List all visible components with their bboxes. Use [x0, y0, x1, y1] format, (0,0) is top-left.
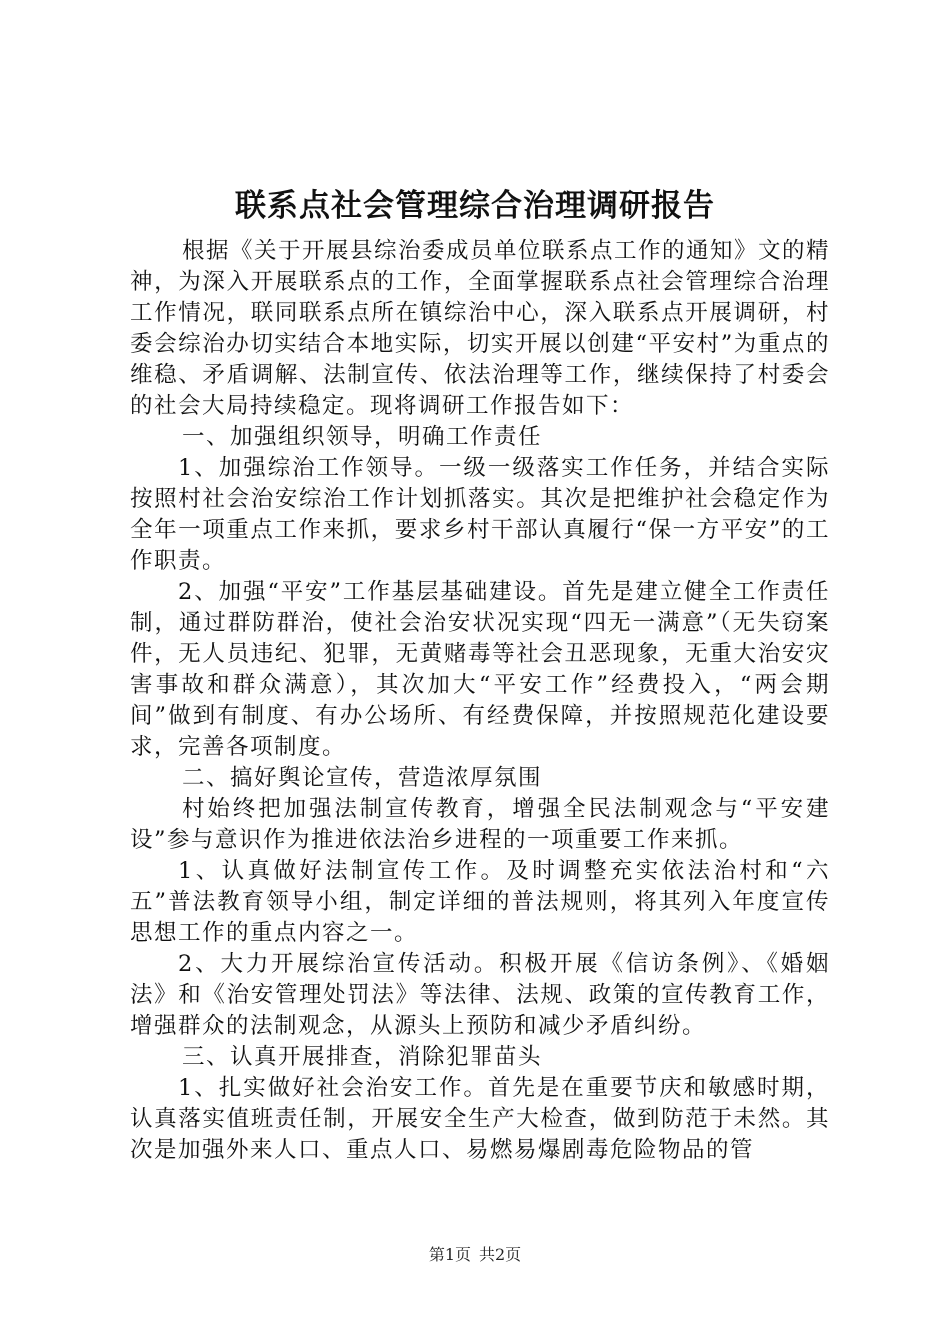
body-paragraph: 2、加强“平安”工作基层基础建设。首先是建立健全工作责任制，通过群防群治，使社会治安状况实现“四无一满意”（无失窃案件，无人员违纪、犯罪，无黄赌毒等社会丑恶现象，无重大治安灾害事故和群众满意），其次加大“平安工作”经费投入，“两会期间”做到有制度、有办公场所、有经费保障，并按照规范化建设要求，完善各项制度。	[130, 579, 830, 760]
intro-paragraph: 根据《关于开展县综治委成员单位联系点工作的通知》文的精神，为深入开展联系点的工作，全面掌握联系点社会管理综合治理工作情况，联同联系点所在镇综治中心，深入联系点开展调研，村委会综治办切实结合本地实际，切实开展以创建“平安村”为重点的维稳、矛盾调解、法制宣传、依法治理等工作，继续保持了村委会的社会大局持续稳定。现将调研工作报告如下：	[130, 238, 831, 419]
body-paragraph: 1、扎实做好社会治安工作。首先是在重要节庆和敏感时期，认真落实值班责任制，开展安全生产大检查，做到防范于未然。其次是加强外来人口、重点人口、易燃易爆剧毒危险物品的管	[130, 1075, 830, 1163]
document-body	[130, 236, 830, 1166]
page-total: 共2页	[479, 1245, 522, 1264]
page-footer	[0, 1244, 950, 1266]
body-paragraph: 村始终把加强法制宣传教育，增强全民法制观念与“平安建设”参与意识作为推进依法治乡进程的一项重要工作来抓。	[130, 796, 830, 853]
body-paragraph: 2、大力开展综治宣传活动。积极开展《信访条例》、《婚姻法》和《治安管理处罚法》等法律、法规、政策的宣传教育工作，增强群众的法制观念，从源头上预防和减少矛盾纠纷。	[130, 951, 830, 1039]
body-paragraph: 1、加强综治工作领导。一级一级落实工作任务，并结合实际按照村社会治安综治工作计划抓落实。其次是把维护社会稳定作为全年一项重点工作来抓，要求乡村干部认真履行“保一方平安”的工作职责。	[130, 455, 830, 574]
document-title: 联系点社会管理综合治理调研报告	[235, 188, 715, 224]
page-number: 第1页	[428, 1245, 471, 1264]
section-heading-1: 一、加强组织领导，明确工作责任	[182, 424, 543, 450]
body-paragraph: 1、认真做好法制宣传工作。及时调整充实依法治村和“六五”普法教育领导小组，制定详细的普法规则，将其列入年度宣传思想工作的重点内容之一。	[130, 858, 830, 946]
section-heading-2: 二、搞好舆论宣传，营造浓厚氛围	[182, 765, 543, 791]
section-heading-3: 三、认真开展排查，消除犯罪苗头	[182, 1044, 543, 1070]
